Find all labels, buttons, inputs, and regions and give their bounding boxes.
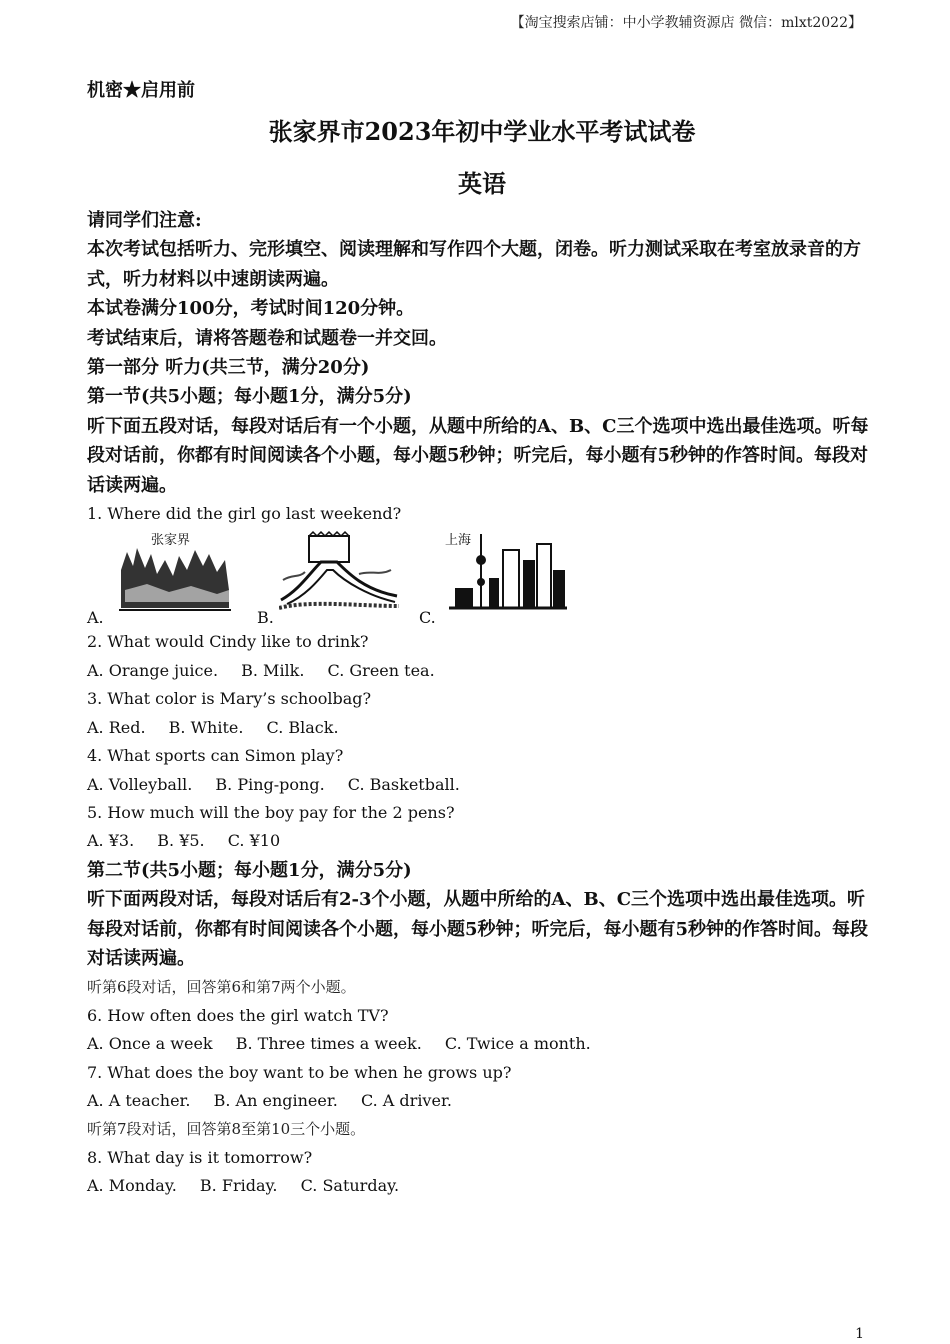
question-3: 3. What color is Mary’s schoolbag?: [87, 689, 372, 709]
question-1-image-options: [87, 530, 877, 628]
image-caption: 上海: [445, 533, 472, 549]
option-c[interactable]: C. A driver.: [360, 1090, 452, 1110]
option-c[interactable]: C. Twice a month.: [444, 1034, 591, 1054]
confidential-label: 机密★启用前: [87, 80, 195, 101]
exam-content: [87, 76, 877, 1201]
question-8: 8. What day is it tomorrow?: [87, 1147, 313, 1167]
question-1: 1. Where did the girl go last weekend?: [87, 504, 402, 524]
section1-heading: 第一节(共5小题；每小题1分，满分5分): [87, 386, 412, 408]
shanghai-skyline-image: [445, 530, 569, 614]
option-b[interactable]: B. An engineer.: [213, 1090, 338, 1110]
option-c[interactable]: C. Basketball.: [347, 774, 460, 794]
section2-heading: 第二节(共5小题；每小题1分，满分5分): [87, 859, 412, 881]
notice-line: 本试卷满分100分，考试时间120分钟。: [87, 298, 415, 320]
zhangjiajie-mountains-image: [117, 530, 233, 614]
option-a[interactable]: A. Orange juice.: [87, 660, 219, 680]
option-b[interactable]: B. Ping-pong.: [215, 774, 325, 794]
option-b-label: B.: [257, 608, 274, 628]
option-b[interactable]: B. White.: [168, 717, 244, 737]
option-a[interactable]: A. Monday.: [87, 1176, 177, 1196]
dialog-6-note: 听第6段对话，回答第6和第7两个小题。: [87, 978, 356, 997]
question-2: 2. What would Cindy like to drink?: [87, 632, 369, 652]
question-7: 7. What does the boy want to be when he grows up?: [87, 1062, 512, 1082]
question-8-options: [87, 1172, 877, 1200]
question-4-options: [87, 771, 877, 799]
dialog-7-note: 听第7段对话，回答第8至第10三个小题。: [87, 1120, 366, 1139]
notice-heading: 请同学们注意:: [87, 210, 202, 231]
option-c[interactable]: C. Saturday.: [300, 1176, 400, 1196]
option-a[interactable]: A. Volleyball.: [87, 774, 193, 794]
question-3-options: [87, 714, 877, 742]
option-b[interactable]: B. Milk.: [241, 660, 305, 680]
option-a[interactable]: A. ¥3.: [87, 831, 135, 851]
question-6: 6. How often does the girl watch TV?: [87, 1005, 389, 1025]
notice-line: 考试结束后，请将答题卷和试题卷一并交回。: [87, 327, 447, 349]
great-wall-image: [279, 530, 399, 614]
option-c[interactable]: C. ¥10: [227, 831, 281, 851]
question-6-options: [87, 1030, 877, 1058]
question-5-options: [87, 827, 877, 855]
option-a[interactable]: A. Red.: [87, 717, 146, 737]
option-c-label: C.: [419, 608, 436, 628]
option-c[interactable]: C. Black.: [266, 717, 339, 737]
header-shop-note: 【淘宝搜索店铺：中小学教辅资源店 微信：mlxt2022】: [510, 15, 862, 31]
section1-instructions: 听下面五段对话，每段对话后有一个小题，从题中所给的A、B、C三个选项中选出最佳选项。听每段对话前，你都有时间阅读各个小题，每小题5秒钟；听完后，每小题有5秒钟的作答时间。每段对话读两遍。: [87, 415, 869, 496]
option-a-label: A.: [87, 608, 104, 628]
exam-subject: 英语: [458, 169, 506, 198]
exam-title: 张家界市2023年初中学业水平考试试卷: [268, 117, 696, 146]
question-2-options: [87, 657, 877, 685]
page-number: 1: [855, 1326, 864, 1342]
option-c[interactable]: C. Green tea.: [327, 660, 435, 680]
image-caption: 张家界: [151, 533, 191, 549]
option-b[interactable]: B. Three times a week.: [235, 1034, 422, 1054]
question-5: 5. How much will the boy pay for the 2 pens?: [87, 802, 455, 822]
question-7-options: [87, 1087, 877, 1115]
part1-heading: 第一部分 听力(共三节，满分20分): [87, 357, 370, 379]
option-b[interactable]: B. Friday.: [199, 1176, 278, 1196]
section2-instructions: 听下面两段对话，每段对话后有2-3个小题，从题中所给的A、B、C三个选项中选出最佳选项。听每段对话前，你都有时间阅读各个小题，每小题5秒钟；听完后，每小题有5秒钟的作答时间。每段对话读两遍。: [87, 889, 869, 969]
option-a[interactable]: A. A teacher.: [87, 1090, 191, 1110]
option-a[interactable]: A. Once a week: [87, 1034, 213, 1054]
notice-line: 本次考试包括听力、完形填空、阅读理解和写作四个大题，闭卷。听力测试采取在考室放录音的方式，听力材料以中速朗读两遍。: [87, 239, 861, 290]
option-b[interactable]: B. ¥5.: [157, 831, 205, 851]
question-4: 4. What sports can Simon play?: [87, 746, 344, 766]
